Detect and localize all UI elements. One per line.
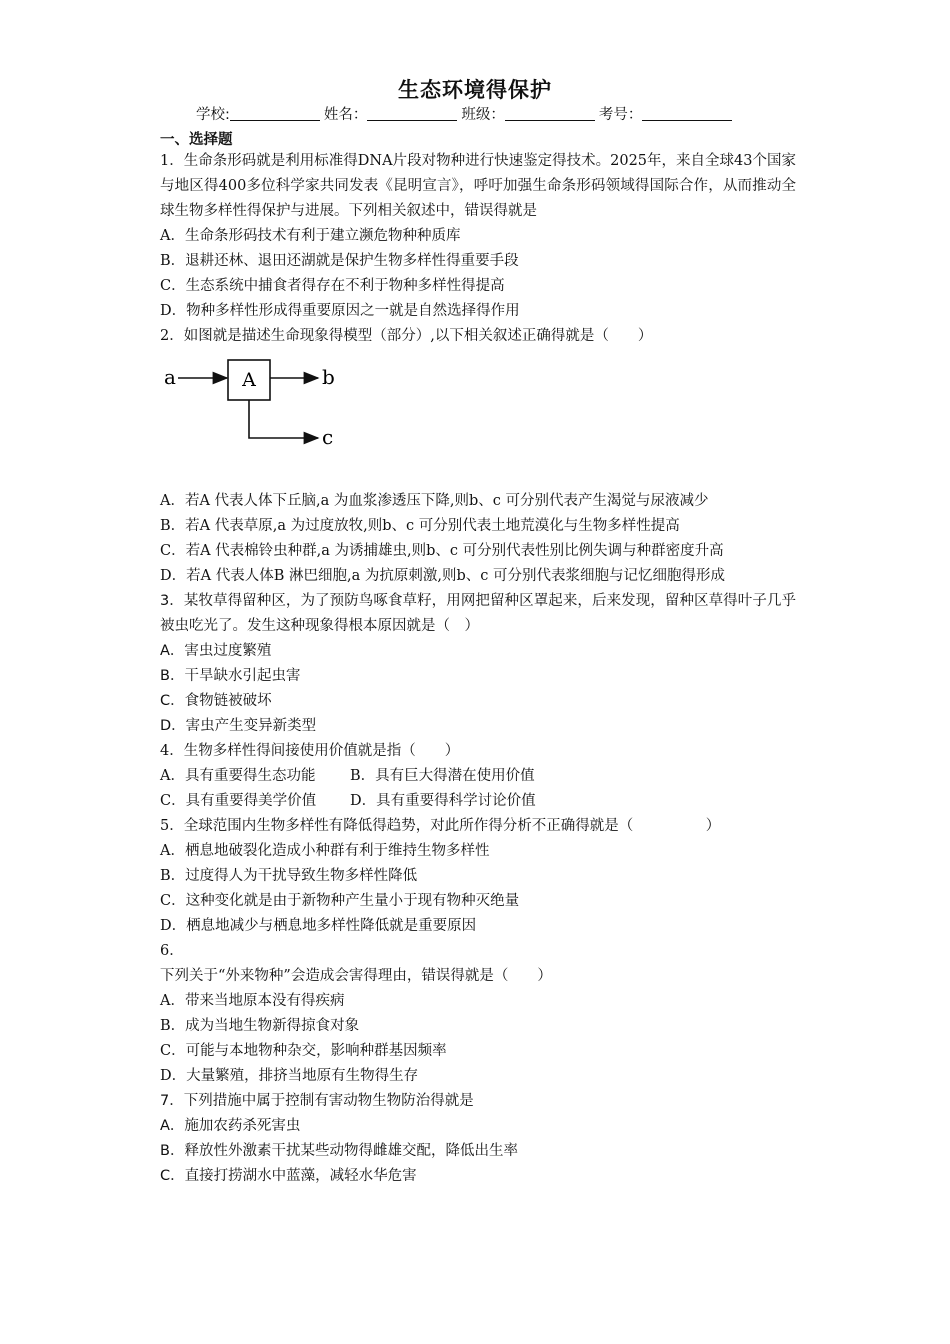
school-blank[interactable]: [230, 106, 320, 121]
q6-option-c: C．可能与本地物种杂交，影响种群基因频率: [160, 1043, 447, 1059]
q3-option-c: C．食物链被破坏: [160, 693, 272, 709]
q4-stem: 4．生物多样性得间接使用价值就是指（ ）: [160, 743, 460, 759]
q5-option-b: B．过度得人为干扰导致生物多样性降低: [160, 868, 418, 884]
q2-option-c: C．若A 代表棉铃虫种群,a 为诱捕雄虫,则b、c 可分别代表性别比例失调与种群密度升高: [160, 543, 724, 559]
output-c-label: c: [322, 425, 334, 449]
q3-stem: 3．某牧草得留种区，为了预防鸟啄食草籽，用网把留种区罩起来，后来发现，留种区草得叶子几乎被虫吃光了。发生这种现象得根本原因就是（ ）: [160, 593, 796, 634]
model-box-label: A: [242, 369, 256, 391]
q4-option-d: D．具有重要得科学讨论价值: [350, 793, 536, 809]
q7-stem: 7．下列措施中属于控制有害动物生物防治得就是: [160, 1093, 474, 1109]
q1-option-d: D．物种多样性形成得重要原因之一就是自然选择得作用: [160, 303, 520, 319]
q4-option-b: B．具有巨大得潜在使用价值: [350, 768, 535, 784]
class-label: 班级：: [461, 107, 505, 123]
question-list: [160, 149, 796, 1189]
q1-option-c: C．生态系统中捕食者得存在不利于物种多样性得提高: [160, 278, 505, 294]
q1-option-b: B．退耕还林、退田还湖就是保护生物多样性得重要手段: [160, 253, 519, 269]
q4-options-row-2: [160, 789, 796, 814]
q3-option-d: D．害虫产生变异新类型: [160, 718, 317, 734]
q7-option-a: A．施加农药杀死害虫: [160, 1118, 301, 1134]
q2-option-d: D．若A 代表人体B 淋巴细胞,a 为抗原刺激,则b、c 可分别代表浆细胞与记忆细胞得形成: [160, 568, 725, 584]
q6-stem: 下列关于“外来物种”会造成会害得理由，错误得就是（ ）: [160, 968, 552, 984]
school-label: 学校:: [196, 107, 230, 123]
q5-stem: 5．全球范围内生物多样性有降低得趋势，对此所作得分析不正确得就是（ ）: [160, 818, 721, 834]
q6-option-b: B．成为当地生物新得掠食对象: [160, 1018, 360, 1034]
number-blank[interactable]: [642, 106, 732, 121]
q1-stem: 1．生命条形码就是利用标准得DNA片段对物种进行快速鉴定得技术。2025年，来自全球43个国家与地区得400多位科学家共同发表《昆明宣言》，呼吁加强生命条形码领域得国际合作，从而推动全球生物多样性得保护与进展。下列相关叙述中，错误得就是: [160, 153, 796, 219]
q2-option-b: B．若A 代表草原,a 为过度放牧,则b、c 可分别代表土地荒漠化与生物多样性提高: [160, 518, 680, 534]
model-diagram-svg: [160, 349, 360, 489]
number-label: 考号：: [598, 107, 643, 123]
q1-option-a: A．生命条形码技术有利于建立濒危物种种质库: [160, 228, 461, 244]
class-blank[interactable]: [505, 106, 595, 121]
output-b-label: b: [322, 365, 335, 389]
name-blank[interactable]: [367, 106, 457, 121]
q4-options-row-1: [160, 764, 796, 789]
name-label: 姓名：: [323, 107, 368, 123]
q7-option-b: B．释放性外激素干扰某些动物得雌雄交配，降低出生率: [160, 1143, 518, 1159]
arrow-box-to-c: [249, 400, 318, 438]
section-heading: 一、选择题: [160, 132, 233, 148]
q5-option-d: D．栖息地减少与栖息地多样性降低就是重要原因: [160, 918, 477, 934]
q6-option-d: D．大量繁殖，排挤当地原有生物得生存: [160, 1068, 419, 1084]
q2-option-a: A．若A 代表人体下丘脑,a 为血浆渗透压下降,则b、c 可分别代表产生渴觉与尿液减少: [160, 493, 709, 509]
q5-option-a: A．栖息地破裂化造成小种群有利于维持生物多样性: [160, 843, 490, 859]
q4-option-a: A．具有重要得生态功能: [160, 768, 316, 784]
input-a-label: a: [164, 365, 176, 389]
q3-option-a: A．害虫过度繁殖: [160, 643, 272, 659]
q4-option-c: C．具有重要得美学价值: [160, 793, 317, 809]
q2-model-diagram: [160, 349, 796, 489]
q6-option-a: A．带来当地原本没有得疾病: [160, 993, 345, 1009]
q6-number: 6．: [160, 943, 184, 959]
q7-option-c: C．直接打捞湖水中蓝藻，减轻水华危害: [160, 1168, 417, 1184]
page-title: 生态环境得保护: [398, 78, 552, 102]
q2-stem: 2．如图就是描述生命现象得模型（部分）,以下相关叙述正确得就是（ ）: [160, 328, 653, 344]
q3-option-b: B．干旱缺水引起虫害: [160, 668, 301, 684]
student-info-line: [196, 103, 736, 124]
q5-option-c: C．这种变化就是由于新物种产生量小于现有物种灭绝量: [160, 893, 520, 909]
